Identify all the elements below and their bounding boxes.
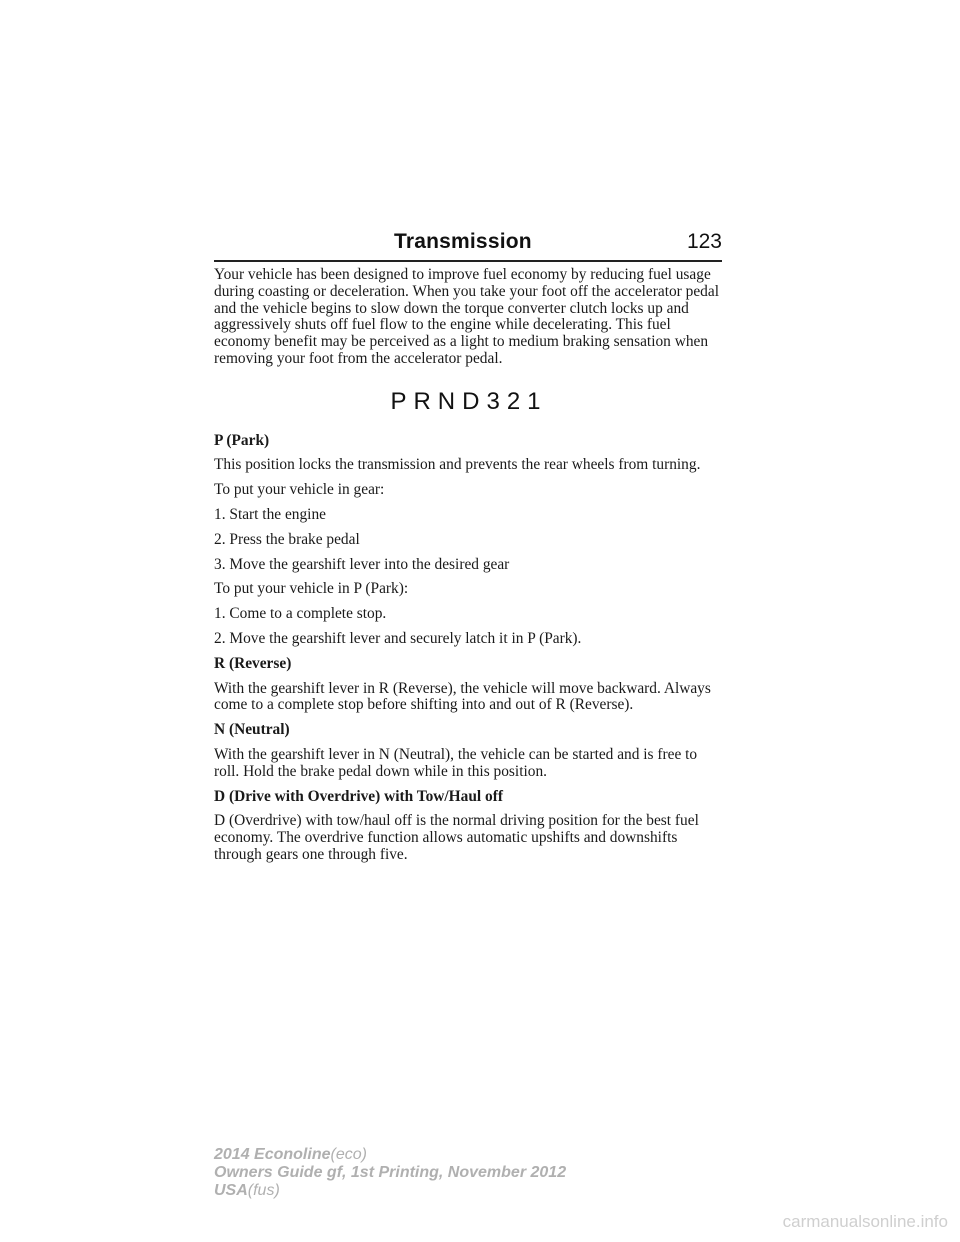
- to-park-step: 2. Move the gearshift lever and securely latch it in P (Park).: [214, 629, 582, 647]
- to-park-step: 1. Come to a complete stop.: [214, 605, 387, 623]
- footer-market-code: (fus): [247, 1182, 280, 1199]
- footer-model: 2014 Econoline: [214, 1146, 331, 1163]
- park-text: This position locks the transmission and prevents the rear wheels from turning.: [214, 456, 701, 474]
- neutral-text: With the gearshift lever in N (Neutral), the vehicle can be started and is free to roll. Hold the brake pedal down while in this position.: [214, 745, 698, 780]
- to-gear-step: 1. Start the engine: [214, 505, 326, 523]
- park-heading: P (Park): [214, 431, 270, 449]
- footer-market: USA: [214, 1182, 248, 1199]
- reverse-heading: R (Reverse): [214, 654, 292, 672]
- to-gear-step: 3. Move the gearshift lever into the desired gear: [214, 555, 510, 573]
- to-park-label: To put your vehicle in P (Park):: [214, 580, 409, 598]
- reverse-text: With the gearshift lever in R (Reverse), the vehicle will move backward. Always come to a complete stop before shifting into and out of R (Reverse).: [214, 679, 711, 714]
- page-number: 123: [686, 230, 722, 253]
- page-body: [214, 267, 724, 872]
- footer-line-guide: Owners Guide gf, 1st Printing, November 2012: [214, 1164, 567, 1181]
- to-gear-step: 2. Press the brake pedal: [214, 530, 360, 548]
- footer-model-code: (eco): [330, 1146, 367, 1163]
- footer-line-model: [214, 1146, 566, 1164]
- gear-indicator: PRND321: [390, 387, 548, 415]
- section-title: Transmission: [394, 230, 532, 253]
- watermark-text: carmanualsonline.info: [782, 1212, 948, 1231]
- header-rule: [214, 260, 722, 262]
- drive-heading: D (Drive with Overdrive) with Tow/Haul off: [214, 787, 503, 805]
- page-header: [214, 228, 722, 262]
- page-footer: [214, 1146, 566, 1200]
- to-gear-label: To put your vehicle in gear:: [214, 481, 385, 499]
- footer-line-market: [214, 1182, 566, 1200]
- neutral-heading: N (Neutral): [214, 721, 290, 739]
- drive-text: D (Overdrive) with tow/haul off is the normal driving position for the best fuel economy. The overdrive function allows automatic upshifts and downshifts through gears one through five.: [214, 812, 699, 863]
- intro-paragraph: Your vehicle has been designed to improve fuel economy by reducing fuel usage during coasting or deceleration. When you take your foot off the accelerator pedal and the vehicle begins to slow down the torque converter clutch locks up and aggressively shuts off fuel flow to the engine while decelerating. This fuel economy benefit may be perceived as a light to medium braking sensation when removing your foot from the accelerator pedal.: [214, 266, 719, 367]
